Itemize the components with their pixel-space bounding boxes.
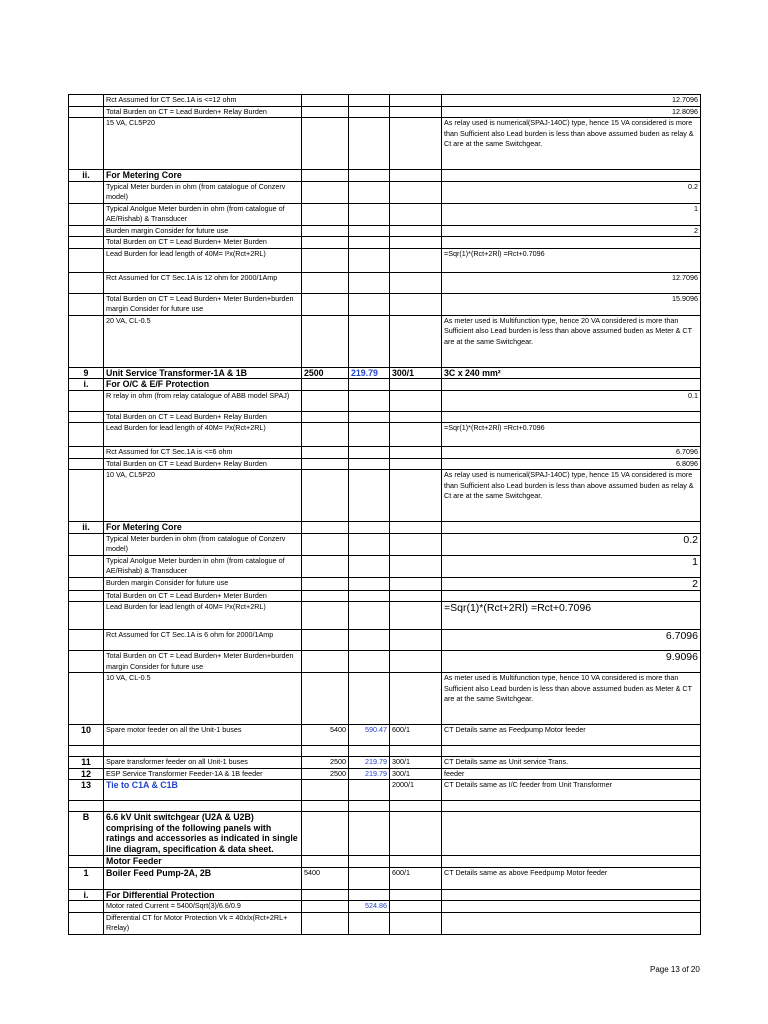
table-cell (349, 237, 390, 249)
table-cell (69, 106, 104, 118)
table-cell (349, 522, 390, 534)
table-row (69, 856, 701, 868)
table-cell (69, 470, 104, 522)
table-cell: CT Details same as I/C feeder from Unit Transformer (442, 780, 701, 801)
table-cell (390, 293, 442, 315)
table-cell (69, 411, 104, 423)
table-row (69, 522, 701, 534)
table-cell (390, 118, 442, 170)
table-cell (302, 856, 349, 868)
table-cell: 3C x 240 mm² (442, 367, 701, 379)
table-cell (390, 912, 442, 934)
table-cell (349, 867, 390, 889)
table-cell (442, 170, 701, 182)
table-cell (349, 423, 390, 447)
table-cell (390, 590, 442, 602)
table-cell (69, 901, 104, 913)
table-cell: For O/C & E/F Protection (104, 379, 302, 391)
table-cell: 10 VA, CL5P20 (104, 470, 302, 522)
table-cell (442, 901, 701, 913)
table-cell: Spare transformer feeder on all Unit-1 buses (104, 757, 302, 769)
table-cell (390, 225, 442, 237)
table-cell: Total Burden on CT = Lead Burden+ Meter Burden (104, 237, 302, 249)
table-row (69, 458, 701, 470)
table-cell: 2500 (302, 757, 349, 769)
table-cell: i. (69, 889, 104, 901)
table-row (69, 237, 701, 249)
table-cell: B (69, 812, 104, 856)
table-row (69, 673, 701, 725)
table-cell: Total Burden on CT = Lead Burden+ Relay Burden (104, 106, 302, 118)
table-cell: Total Burden on CT = Lead Burden+ Meter Burden (104, 590, 302, 602)
table-cell (349, 458, 390, 470)
table-cell: 10 VA, CL-0.5 (104, 673, 302, 725)
table-cell: Lead Burden for lead length of 40M= I²x(Rct+2RL) (104, 248, 302, 272)
table-cell: 300/1 (390, 757, 442, 769)
table-cell (302, 470, 349, 522)
table-cell: 10 (69, 725, 104, 746)
table-cell: 0.2 (442, 181, 701, 203)
table-cell (349, 533, 390, 555)
table-row (69, 651, 701, 673)
table-cell (349, 673, 390, 725)
table-cell (390, 470, 442, 522)
table-cell (302, 746, 349, 757)
table-row (69, 801, 701, 812)
table-cell: 2 (442, 225, 701, 237)
table-cell: Spare motor feeder on all the Unit-1 buses (104, 725, 302, 746)
table-cell (349, 470, 390, 522)
table-cell (442, 801, 701, 812)
table-cell: ii. (69, 170, 104, 182)
table-cell (390, 237, 442, 249)
table-row (69, 590, 701, 602)
table-cell (302, 630, 349, 651)
table-cell (349, 912, 390, 934)
table-row (69, 630, 701, 651)
table-cell (442, 812, 701, 856)
table-cell (442, 590, 701, 602)
table-cell (302, 801, 349, 812)
table-cell (302, 379, 349, 391)
table-cell: feeder (442, 768, 701, 780)
table-row (69, 118, 701, 170)
table-cell: =Sqr(1)*(Rct+2Rl) =Rct+0.7096 (442, 248, 701, 272)
table-cell (390, 801, 442, 812)
table-row (69, 95, 701, 107)
table-cell (390, 106, 442, 118)
table-row (69, 379, 701, 391)
table-cell (442, 411, 701, 423)
table-cell (302, 170, 349, 182)
table-cell (349, 118, 390, 170)
table-cell (302, 293, 349, 315)
table-cell: 219.79 (349, 768, 390, 780)
table-cell: ESP Service Transformer Feeder-1A & 1B feeder (104, 768, 302, 780)
table-cell (302, 272, 349, 293)
table-cell (349, 181, 390, 203)
table-cell: 1 (442, 203, 701, 225)
table-cell: For Metering Core (104, 522, 302, 534)
table-cell (302, 118, 349, 170)
table-cell: 12 (69, 768, 104, 780)
table-cell: Rct Assumed for CT Sec.1A is 12 ohm for 2000/1Amp (104, 272, 302, 293)
page-number: Page 13 of 20 (650, 965, 700, 974)
table-row (69, 555, 701, 577)
table-cell (302, 315, 349, 367)
table-cell: 6.8096 (442, 458, 701, 470)
table-cell (390, 522, 442, 534)
table-cell (390, 630, 442, 651)
table-cell (349, 577, 390, 590)
table-cell (302, 106, 349, 118)
table-cell: 13 (69, 780, 104, 801)
table-cell (104, 746, 302, 757)
table-cell: Total Burden on CT = Lead Burden+ Relay Burden (104, 411, 302, 423)
table-cell: 5400 (302, 725, 349, 746)
table-cell: Motor rated Current = 5400/Sqrt(3)/6.6/0.9 (104, 901, 302, 913)
table-cell (349, 746, 390, 757)
table-cell (69, 118, 104, 170)
table-cell (390, 379, 442, 391)
table-cell: Total Burden on CT = Lead Burden+ Meter Burden+burden margin Consider for future use (104, 651, 302, 673)
table-row (69, 170, 701, 182)
table-cell (349, 590, 390, 602)
table-cell (302, 203, 349, 225)
table-cell (349, 315, 390, 367)
table-row (69, 780, 701, 801)
table-cell (302, 912, 349, 934)
table-cell: As relay used is numerical(SPAJ-140C) type, hence 15 VA considered is more than Sufficient also Lead burden is less than above assumed buden as relay & Ct are at the same Switchgear. (442, 470, 701, 522)
table-cell: 11 (69, 757, 104, 769)
table-row (69, 889, 701, 901)
table-cell (69, 423, 104, 447)
table-cell (390, 458, 442, 470)
table-row (69, 912, 701, 934)
table-cell (302, 237, 349, 249)
table-cell (69, 856, 104, 868)
table-cell (390, 411, 442, 423)
table-cell: 12.7096 (442, 95, 701, 107)
table-row (69, 423, 701, 447)
table-cell (349, 856, 390, 868)
table-cell (302, 181, 349, 203)
table-cell (302, 673, 349, 725)
table-cell: 6.6 kV Unit switchgear (U2A & U2B) comprising of the following panels with ratings and accessories as indicated in single line diagram, specification & data sheet. (104, 812, 302, 856)
table-cell: Motor Feeder (104, 856, 302, 868)
table-cell (349, 602, 390, 630)
table-cell (302, 423, 349, 447)
table-cell (69, 801, 104, 812)
table-cell: i. (69, 379, 104, 391)
table-cell: Total Burden on CT = Lead Burden+ Relay Burden (104, 458, 302, 470)
table-cell (442, 856, 701, 868)
table-cell (349, 630, 390, 651)
table-cell (349, 889, 390, 901)
table-cell (349, 447, 390, 459)
table-cell (302, 225, 349, 237)
table-cell: Unit Service Transformer-1A & 1B (104, 367, 302, 379)
table-cell (442, 522, 701, 534)
table-cell: 600/1 (390, 725, 442, 746)
table-cell: 2 (442, 577, 701, 590)
spec-table (68, 94, 701, 935)
table-cell (69, 390, 104, 411)
table-cell (390, 651, 442, 673)
table-cell (69, 577, 104, 590)
table-cell (69, 673, 104, 725)
table-cell: 0.2 (442, 533, 701, 555)
table-cell: Rct Assumed for CT Sec.1A is <=12 ohm (104, 95, 302, 107)
table-cell (390, 812, 442, 856)
table-row (69, 867, 701, 889)
table-cell: Tie to C1A & C1B (104, 780, 302, 801)
table-cell (349, 248, 390, 272)
table-row (69, 272, 701, 293)
table-cell (349, 555, 390, 577)
table-cell (302, 889, 349, 901)
table-cell (302, 602, 349, 630)
table-cell (349, 801, 390, 812)
table-cell (349, 390, 390, 411)
table-cell: =Sqr(1)*(Rct+2Rl) =Rct+0.7096 (442, 602, 701, 630)
table-cell (390, 555, 442, 577)
table-cell: As meter used is Multifunction type, hence 10 VA considered is more than Sufficient also Lead burden is less than above assumed buden as Meter & CT are at the same Switchgear. (442, 673, 701, 725)
table-cell: Burden margin Consider for future use (104, 577, 302, 590)
table-cell (442, 237, 701, 249)
table-row (69, 901, 701, 913)
table-cell (390, 447, 442, 459)
table-cell (69, 237, 104, 249)
table-cell (390, 673, 442, 725)
table-row (69, 447, 701, 459)
table-cell (302, 533, 349, 555)
table-cell (69, 458, 104, 470)
table-cell: For Metering Core (104, 170, 302, 182)
table-cell (302, 458, 349, 470)
table-cell: =Sqr(1)*(Rct+2Rl) =Rct+0.7096 (442, 423, 701, 447)
table-cell (302, 411, 349, 423)
table-row (69, 106, 701, 118)
table-cell (302, 901, 349, 913)
table-row (69, 470, 701, 522)
table-row (69, 533, 701, 555)
table-cell (390, 746, 442, 757)
table-cell (69, 651, 104, 673)
table-row (69, 293, 701, 315)
table-cell: 9 (69, 367, 104, 379)
table-cell (349, 780, 390, 801)
table-cell (442, 746, 701, 757)
table-cell (302, 577, 349, 590)
table-cell (390, 533, 442, 555)
table-cell (302, 522, 349, 534)
table-cell: 524.86 (349, 901, 390, 913)
table-cell: 6.7096 (442, 630, 701, 651)
table-cell: Typical Anolgue Meter burden in ohm (from catalogue of AE/Rishab) & Transducer (104, 203, 302, 225)
table-cell: 15 VA, CL5P20 (104, 118, 302, 170)
table-cell: 219.79 (349, 757, 390, 769)
table-cell: For Differential Protection (104, 889, 302, 901)
table-cell (390, 272, 442, 293)
table-cell (349, 225, 390, 237)
table-cell (69, 555, 104, 577)
table-cell: 2500 (302, 367, 349, 379)
table-cell (302, 590, 349, 602)
table-cell (69, 248, 104, 272)
table-cell: 2000/1 (390, 780, 442, 801)
table-row (69, 181, 701, 203)
table-cell (302, 812, 349, 856)
table-cell: Rct Assumed for CT Sec.1A is <=6 ohm (104, 447, 302, 459)
table-cell: 9.9096 (442, 651, 701, 673)
table-cell (390, 248, 442, 272)
table-cell: CT Details same as above Feedpump Motor feeder (442, 867, 701, 889)
table-cell (302, 390, 349, 411)
table-cell: 20 VA, CL-0.5 (104, 315, 302, 367)
table-cell: CT Details same as Unit service Trans. (442, 757, 701, 769)
table-cell (69, 293, 104, 315)
table-cell (69, 602, 104, 630)
table-cell (390, 901, 442, 913)
table-cell (349, 203, 390, 225)
table-cell: 300/1 (390, 768, 442, 780)
table-cell: Lead Burden for lead length of 40M= I²x(Rct+2RL) (104, 423, 302, 447)
table-cell (390, 577, 442, 590)
table-cell (69, 272, 104, 293)
table-cell (104, 801, 302, 812)
table-cell: R relay in ohm (from relay catalogue of ABB model SPAJ) (104, 390, 302, 411)
table-cell: Lead Burden for lead length of 40M= I²x(Rct+2RL) (104, 602, 302, 630)
table-row (69, 248, 701, 272)
table-cell (69, 315, 104, 367)
table-cell (69, 181, 104, 203)
table-cell: 12.7096 (442, 272, 701, 293)
table-cell (390, 602, 442, 630)
table-cell: 0.1 (442, 390, 701, 411)
table-cell (69, 590, 104, 602)
table-row (69, 725, 701, 746)
table-cell: Total Burden on CT = Lead Burden+ Meter Burden+burden margin Consider for future use (104, 293, 302, 315)
table-row (69, 768, 701, 780)
table-cell (349, 293, 390, 315)
table-cell (69, 912, 104, 934)
table-cell (442, 912, 701, 934)
table-cell (302, 447, 349, 459)
table-row (69, 812, 701, 856)
table-row (69, 225, 701, 237)
table-cell (69, 533, 104, 555)
table-cell (349, 411, 390, 423)
table-cell (442, 379, 701, 391)
table-row (69, 577, 701, 590)
table-cell (302, 780, 349, 801)
table-cell: ii. (69, 522, 104, 534)
table-cell (302, 651, 349, 673)
table-cell (390, 889, 442, 901)
table-row (69, 367, 701, 379)
table-cell (390, 423, 442, 447)
table-cell (349, 95, 390, 107)
table-row (69, 602, 701, 630)
table-cell (390, 181, 442, 203)
table-cell (390, 390, 442, 411)
table-cell: Burden margin Consider for future use (104, 225, 302, 237)
table-cell (390, 856, 442, 868)
table-cell (390, 315, 442, 367)
table-cell: As meter used is Multifunction type, hence 20 VA considered is more than Sufficient also Lead burden is less than above assumed buden as Meter & CT are at the same Switchgear. (442, 315, 701, 367)
table-cell (442, 889, 701, 901)
table-cell (69, 746, 104, 757)
table-cell: 6.7096 (442, 447, 701, 459)
table-row (69, 390, 701, 411)
table-cell (349, 170, 390, 182)
table-cell: 5400 (302, 867, 349, 889)
table-cell: Typical Meter burden in ohm (from catalogue of Conzerv model) (104, 533, 302, 555)
table-cell: Differential CT for Motor Protection Vk = 40xIx(Rct+2RL+ Rrelay) (104, 912, 302, 934)
table-cell: 12.8096 (442, 106, 701, 118)
table-cell (302, 95, 349, 107)
table-cell: Typical Meter burden in ohm (from catalogue of Conzerv model) (104, 181, 302, 203)
table-row (69, 315, 701, 367)
table-cell (69, 225, 104, 237)
table-cell (390, 95, 442, 107)
table-cell (349, 106, 390, 118)
table-cell (69, 630, 104, 651)
table-cell (390, 170, 442, 182)
table-row (69, 746, 701, 757)
table-cell: As relay used is numerical(SPAJ-140C) type, hence 15 VA considered is more than Sufficient also Lead burden is less than above assumed buden as relay & Ct are at the same Switchgear. (442, 118, 701, 170)
table-cell: 2500 (302, 768, 349, 780)
table-cell: CT Details same as Feedpump Motor feeder (442, 725, 701, 746)
table-cell (390, 203, 442, 225)
table-cell (302, 555, 349, 577)
table-cell (349, 272, 390, 293)
table-cell: 1 (69, 867, 104, 889)
table-cell: Rct Assumed for CT Sec.1A is 6 ohm for 2000/1Amp (104, 630, 302, 651)
table-cell: 219.79 (349, 367, 390, 379)
table-cell: 15.9096 (442, 293, 701, 315)
table-cell: 300/1 (390, 367, 442, 379)
table-cell (349, 379, 390, 391)
table-row (69, 203, 701, 225)
table-cell (69, 95, 104, 107)
table-cell (349, 651, 390, 673)
table-cell (69, 203, 104, 225)
table-cell: Typical Anolgue Meter burden in ohm (from catalogue of AE/Rishab) & Transducer (104, 555, 302, 577)
table-cell (69, 447, 104, 459)
table-cell (302, 248, 349, 272)
table-cell: Boiler Feed Pump-2A, 2B (104, 867, 302, 889)
table-row (69, 411, 701, 423)
table-row (69, 757, 701, 769)
table-cell: 590.47 (349, 725, 390, 746)
table-cell: 1 (442, 555, 701, 577)
table-cell: 600/1 (390, 867, 442, 889)
table-cell (349, 812, 390, 856)
